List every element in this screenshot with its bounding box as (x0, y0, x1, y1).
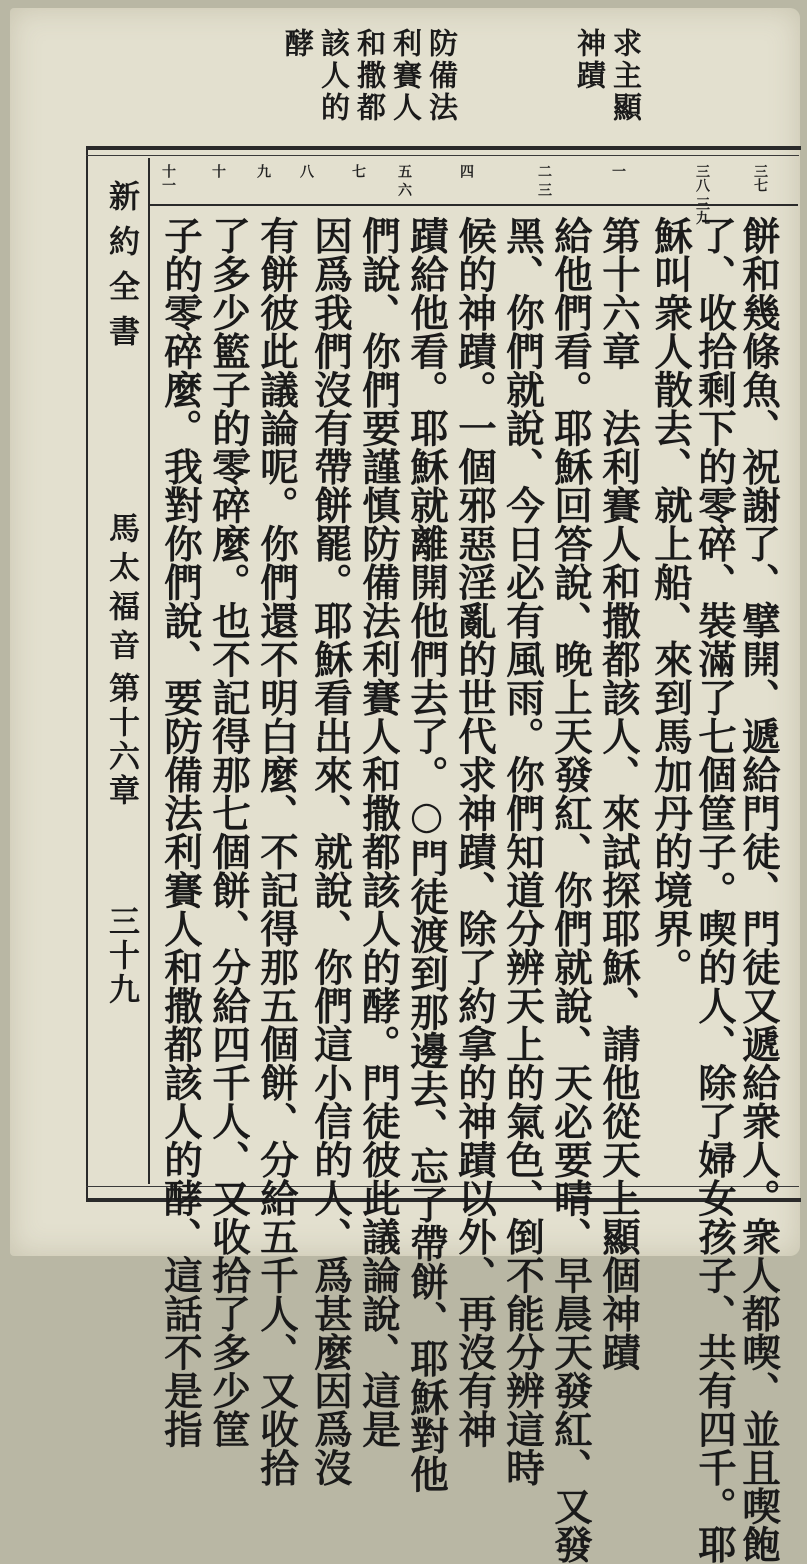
text-column: 蹟給他看。耶穌就離開他們去了。○門徒渡到那邊去、忘了帶餅、耶穌對他 (404, 216, 449, 1493)
text-column: 有餅彼此議論呢。你們還不明白麼、不記得那五個餅、分給五千人、又收拾 (254, 216, 299, 1487)
verse-number: 三八 三九 (694, 164, 710, 225)
text-column: 子的零碎麼。我對你們說、要防備法利賽人和撒都該人的酵、這話不是指 (158, 216, 203, 1448)
verse-number: 二 三 (536, 164, 552, 197)
verse-number: 十 (210, 164, 226, 178)
text-column: 候的神蹟。一個邪惡淫亂的世代求神蹟、除了約拿的神蹟以外、再沒有神 (452, 216, 497, 1448)
text-column: 們說、你們要謹慎防備法利賽人和撒都該人的酵。門徒彼此議論說、這是 (356, 216, 401, 1448)
verse-number: 八 (298, 164, 314, 178)
verse-number: 三七 (752, 164, 768, 192)
text-column: 餅和幾條魚、祝謝了、擘開、遞給門徒、門徒又遞給衆人。衆人都喫、並且喫飽 (736, 216, 781, 1564)
chapter-label: 第十六章 (103, 672, 139, 808)
text-column: 穌叫衆人散去、就上船、來到馬加丹的境界。 (648, 216, 693, 986)
heading-line: 酵 (281, 28, 315, 60)
verse-number: 七 (350, 164, 366, 178)
verse-number: 五 六 (396, 164, 412, 197)
running-head-right (572, 28, 644, 138)
gutter-divider (148, 158, 150, 1184)
gospel-name: 馬太福音 (103, 512, 139, 668)
book-title: 新約全書 (103, 180, 139, 360)
heading-line: 神蹟 (573, 28, 607, 92)
frame-rule-top (86, 155, 799, 156)
text-column: 了多少籃子的零碎麼。也不記得那七個餅、分給四千人、又收拾了多少筐 (206, 216, 251, 1448)
text-column: 給他們看。耶穌回答說、晚上天發紅、你們就說、天必要晴、早晨天發紅、又發 (548, 216, 593, 1564)
text-column: 因爲我們沒有帶餅罷。耶穌看出來、就說、你們這小信的人、爲甚麼因爲沒 (308, 216, 353, 1487)
heading-line: 求主顯 (609, 28, 643, 124)
heading-line: 該人的 (317, 28, 351, 124)
verse-number: 四 (458, 164, 474, 178)
verse-number: 九 (255, 164, 271, 178)
text-column: 了、收拾剩下的零碎、裝滿了七個筐子。喫的人、除了婦女孩子、共有四千。耶 (692, 216, 737, 1564)
heading-line: 和撒都 (353, 28, 387, 124)
text-column: 第十六章 法利賽人和撒都該人、來試探耶穌、請他從天上顯個神蹟 (596, 216, 641, 1371)
heading-line: 利賽人 (389, 28, 423, 124)
verse-number: 十一 (160, 164, 176, 192)
page-number: 三十九 (103, 905, 139, 1007)
text-column: 黑、你們就說、今日必有風雨。你們知道分辨天上的氣色、倒不能分辨這時 (500, 216, 545, 1487)
heading-line: 防備法 (425, 28, 459, 124)
verse-number: 一 (610, 164, 626, 178)
running-head-left (280, 28, 460, 138)
